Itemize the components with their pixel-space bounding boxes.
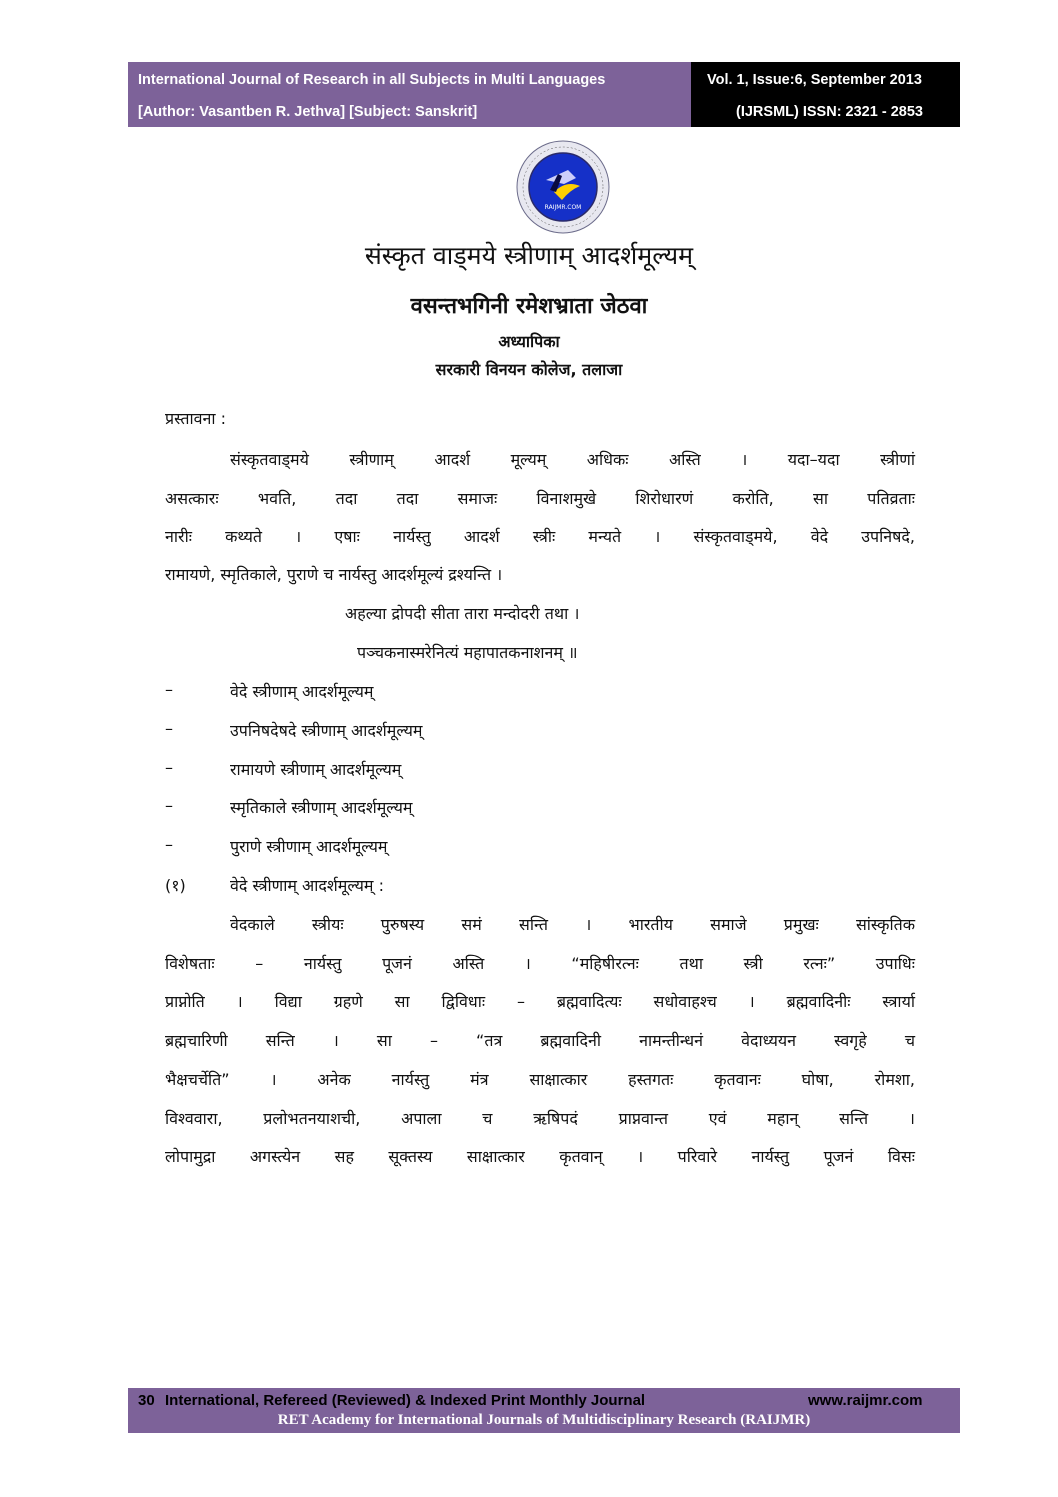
intro-line: असत्कारः भवति, तदा तदा समाजः विनाशमुखे शिरोधारणं करोति, सा पतिव्रताः bbox=[165, 489, 915, 508]
verse-line: पञ्चकनास्मरेनित्यं महापातकनाशनम् ॥ bbox=[357, 643, 578, 662]
list-dash: – bbox=[165, 758, 173, 777]
section-line: भैक्षचर्चेति” । अनेक नार्यस्तु मंत्र साक्षात्कार हस्तगतः कृतवानः घोषा, रोमशा, bbox=[165, 1070, 915, 1089]
section-line: प्राप्नोति । विद्या ग्रहणे सा द्विविधाः – ब्रह्मवादित्यः सधोवाहश्च । ब्रह्मवादिनीः स्त्रार्या bbox=[165, 992, 915, 1011]
list-item: स्मृतिकाले स्त्रीणाम् आदर्शमूल्यम् bbox=[230, 798, 413, 817]
logo-text: RAIJMR.COM bbox=[544, 204, 582, 211]
page-number: 30 bbox=[138, 1392, 155, 1409]
author-designation: अध्यापिका bbox=[498, 332, 560, 351]
list-item: वेदे स्त्रीणाम् आदर्शमूल्यम् bbox=[230, 682, 374, 701]
intro-heading: प्रस्तावना : bbox=[165, 409, 226, 428]
author-name: वसन्तभगिनी रमेशभ्राता जेठवा bbox=[410, 294, 648, 319]
volume-issue: Vol. 1, Issue:6, September 2013 bbox=[707, 72, 922, 88]
intro-line: संस्कृतवाड्मये स्त्रीणाम् आदर्श मूल्यम् अधिकः अस्ति । यदा–यदा स्त्रीणां bbox=[230, 450, 915, 469]
list-dash: – bbox=[165, 719, 173, 738]
journal-name: International Journal of Research in all Subjects in Multi Languages bbox=[138, 72, 606, 88]
issn: (IJRSML) ISSN: 2321 - 2853 bbox=[736, 104, 923, 120]
raijmr-logo bbox=[516, 140, 610, 234]
list-item: रामायणे स्त्रीणाम् आदर्शमूल्यम् bbox=[230, 760, 402, 779]
section-line: ब्रह्मचारिणी सन्ति । सा – “तत्र ब्रह्मवादिनी नामन्तीन्धनं वेदाध्ययन स्वगृहे च bbox=[165, 1031, 915, 1050]
list-item: उपनिषदेषदे स्त्रीणाम् आदर्शमूल्यम् bbox=[230, 721, 423, 740]
author-subject: [Author: Vasantben R. Jethva] [Subject: Sanskrit] bbox=[138, 104, 478, 120]
intro-line: रामायणे, स्मृतिकाले, पुराणे च नार्यस्तु आदर्शमूल्यं द्रश्यन्ति । bbox=[165, 565, 503, 584]
list-item: पुराणे स्त्रीणाम् आदर्शमूल्यम् bbox=[230, 837, 388, 856]
footer-publisher: RET Academy for International Journals of Multidisciplinary Research (RAIJMR) bbox=[277, 1412, 811, 1428]
section-number: (१) bbox=[165, 876, 186, 895]
intro-line: नारीः कथ्यते । एषाः नार्यस्तु आदर्श स्त्रीः मन्यते । संस्कृतवाड्मये, वेदे उपनिषदे, bbox=[165, 527, 915, 546]
list-dash: – bbox=[165, 835, 173, 854]
paper-title: संस्कृत वाड्मये स्त्रीणाम् आदर्शमूल्यम् bbox=[364, 241, 694, 270]
section-line: विश्ववारा, प्रलोभतनयाशची, अपाला च ऋषिपदं प्राप्नवान्त एवं महान् सन्ति । bbox=[165, 1109, 915, 1128]
section-heading: वेदे स्त्रीणाम् आदर्शमूल्यम् : bbox=[230, 876, 384, 895]
section-line: वेदकाले स्त्रीयः पुरुषस्य समं सन्ति । भारतीय समाजे प्रमुखः सांस्कृतिक bbox=[230, 915, 915, 934]
verse-line: अहल्या द्रोपदी सीता तारा मन्दोदरी तथा । bbox=[345, 604, 580, 623]
footer-website[interactable]: www.raijmr.com bbox=[808, 1392, 923, 1409]
list-dash: – bbox=[165, 680, 173, 699]
section-line: लोपामुद्रा अगस्त्येन सह सूक्तस्य साक्षात्कार कृतवान् । परिवारे नार्यस्तु पूजनं विसः bbox=[165, 1147, 915, 1166]
section-line: विशेषताः – नार्यस्तु पूजनं अस्ति । “महिषीरत्नः तथा स्त्री रत्नः” उपाधिः bbox=[165, 954, 915, 973]
list-dash: – bbox=[165, 796, 173, 815]
author-college: सरकारी विनयन कोलेज, तलाजा bbox=[435, 360, 623, 379]
footer-journal-line: International, Refereed (Reviewed) & Indexed Print Monthly Journal bbox=[165, 1392, 646, 1409]
